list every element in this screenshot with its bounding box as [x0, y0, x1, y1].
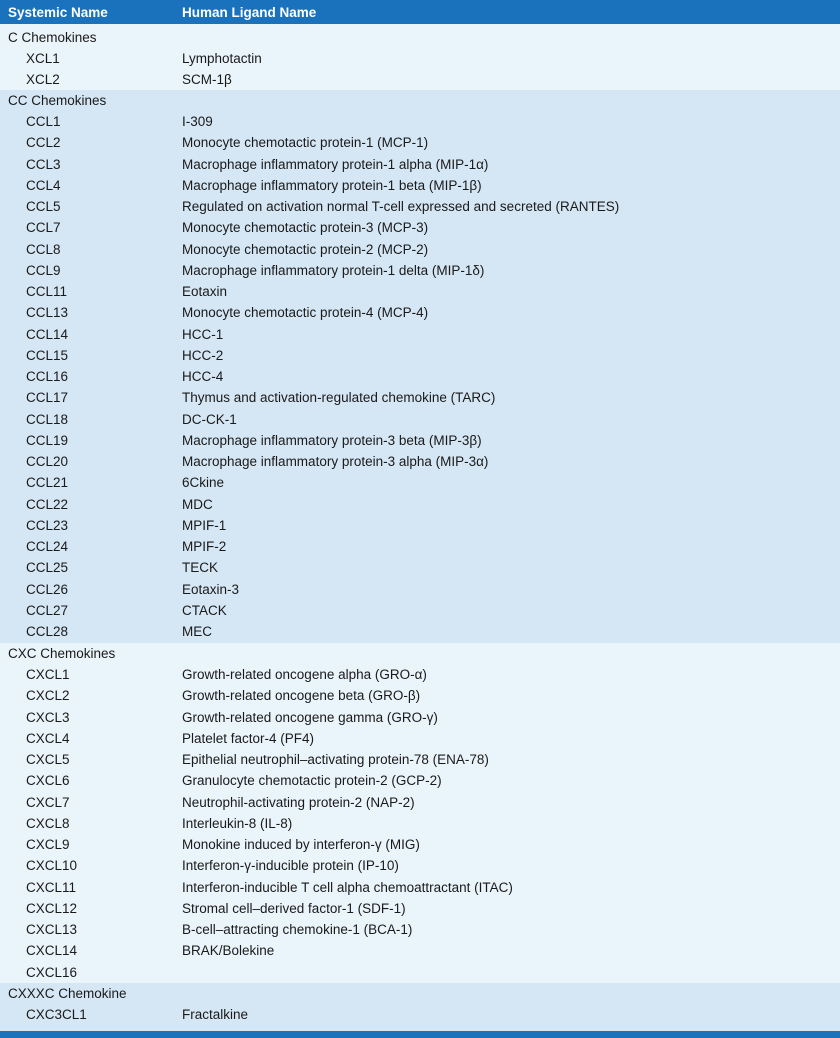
table-row [0, 919, 840, 940]
systemic-name-cell: CCL4 [26, 177, 61, 193]
ligand-name-cell: Eotaxin [182, 284, 228, 300]
ligand-name-cell: Monocyte chemotactic protein-2 (MCP-2) [182, 241, 429, 257]
group-section [0, 24, 840, 90]
table-row [0, 345, 840, 366]
table-row [0, 217, 840, 238]
table-row [0, 770, 840, 791]
ligand-name-cell: I-309 [182, 114, 213, 130]
table-row [0, 366, 840, 387]
table-row [0, 707, 840, 728]
ligand-name-cell: Fractalkine [182, 1007, 249, 1023]
group-title: CC Chemokines [8, 93, 107, 108]
ligand-name-cell: Eotaxin-3 [182, 581, 240, 597]
table-row [0, 69, 840, 90]
ligand-name-cell: 6Ckine [182, 475, 225, 491]
systemic-name-cell: CCL3 [26, 156, 61, 172]
table-row [0, 621, 840, 642]
table-header [0, 0, 840, 24]
ligand-name-cell: HCC-1 [182, 326, 224, 342]
ligand-name-cell: Macrophage inflammatory protein-1 beta (MIP-1β) [182, 177, 482, 193]
systemic-name-cell: CCL7 [26, 220, 61, 236]
table-row [0, 239, 840, 260]
systemic-name-cell: CCL8 [26, 241, 61, 257]
ligand-name-cell: Thymus and activation-regulated chemokine (TARC) [182, 390, 496, 406]
ligand-name-cell: MEC [182, 624, 212, 640]
group-title: C Chemokines [8, 30, 97, 45]
ligand-name-cell: BRAK/Bolekine [182, 943, 275, 959]
systemic-name-cell: CCL14 [26, 326, 69, 342]
ligand-name-cell: DC-CK-1 [182, 411, 237, 427]
systemic-name-cell: CXCL14 [26, 943, 78, 959]
table-row [0, 154, 840, 175]
table-row [0, 302, 840, 323]
systemic-name-cell: CXCL7 [26, 794, 70, 810]
table-row [0, 855, 840, 876]
header-human-ligand-name: Human Ligand Name [182, 4, 317, 20]
systemic-name-cell: CXCL10 [26, 858, 78, 874]
table-row [0, 685, 840, 706]
systemic-name-cell: XCL1 [26, 51, 60, 67]
ligand-name-cell: Macrophage inflammatory protein-3 beta (MIP-3β) [182, 432, 482, 448]
group-title: CXXXC Chemokine [8, 986, 127, 1001]
table-row [0, 962, 840, 983]
systemic-name-cell: CCL19 [26, 432, 69, 448]
systemic-name-cell: CCL1 [26, 114, 61, 130]
systemic-name-cell: CXCL9 [26, 837, 70, 853]
ligand-name-cell: Neutrophil-activating protein-2 (NAP-2) [182, 794, 415, 810]
group-section [0, 643, 840, 983]
ligand-name-cell: HCC-2 [182, 347, 224, 363]
group-section [0, 983, 840, 1031]
table-row [0, 451, 840, 472]
systemic-name-cell: CCL21 [26, 475, 69, 491]
systemic-name-cell: CCL13 [26, 305, 69, 321]
ligand-name-cell: Monokine induced by interferon-γ (MIG) [182, 837, 420, 853]
table-row [0, 175, 840, 196]
table-row [0, 557, 840, 578]
table-row [0, 792, 840, 813]
table-row [0, 1004, 840, 1025]
table-row [0, 430, 840, 451]
ligand-name-cell: Lymphotactin [182, 51, 262, 67]
systemic-name-cell: CCL16 [26, 369, 69, 385]
systemic-name-cell: CCL20 [26, 454, 69, 470]
table-row [0, 749, 840, 770]
systemic-name-cell: CXC3CL1 [26, 1007, 87, 1023]
ligand-name-cell: Macrophage inflammatory protein-1 alpha (MIP-1α) [182, 156, 489, 172]
systemic-name-cell: CXCL8 [26, 815, 70, 831]
systemic-name-cell: CCL11 [26, 284, 68, 300]
ligand-name-cell: TECK [182, 560, 219, 576]
table-row [0, 260, 840, 281]
ligand-name-cell: Regulated on activation normal T-cell expressed and secreted (RANTES) [182, 199, 620, 215]
table-row [0, 877, 840, 898]
table-row [0, 664, 840, 685]
table-row [0, 579, 840, 600]
systemic-name-cell: CCL26 [26, 581, 69, 597]
table-row [0, 494, 840, 515]
systemic-name-cell: CXCL1 [26, 667, 70, 683]
table-row [0, 387, 840, 408]
ligand-name-cell: Growth-related oncogene gamma (GRO-γ) [182, 709, 438, 725]
table-row [0, 111, 840, 132]
header-systemic-name: Systemic Name [8, 4, 108, 20]
systemic-name-cell: CCL5 [26, 199, 61, 215]
systemic-name-cell: CCL15 [26, 347, 69, 363]
table-row [0, 132, 840, 153]
ligand-name-cell: Stromal cell–derived factor-1 (SDF-1) [182, 900, 406, 916]
ligand-name-cell: CTACK [182, 602, 227, 618]
ligand-name-cell: Growth-related oncogene beta (GRO-β) [182, 688, 421, 704]
ligand-name-cell: Granulocyte chemotactic protein-2 (GCP-2) [182, 773, 442, 789]
ligand-name-cell: Macrophage inflammatory protein-3 alpha (MIP-3α) [182, 454, 489, 470]
table-row [0, 196, 840, 217]
systemic-name-cell: CXCL11 [26, 879, 77, 895]
systemic-name-cell: CXCL5 [26, 752, 70, 768]
systemic-name-cell: CCL2 [26, 135, 61, 151]
table-row [0, 515, 840, 536]
table-row [0, 834, 840, 855]
group-title: CXC Chemokines [8, 646, 116, 661]
systemic-name-cell: CCL17 [26, 390, 69, 406]
systemic-name-cell: XCL2 [26, 72, 60, 88]
systemic-name-cell: CCL28 [26, 624, 69, 640]
table-row [0, 324, 840, 345]
table-row [0, 472, 840, 493]
systemic-name-cell: CXCL3 [26, 709, 70, 725]
table-row [0, 940, 840, 961]
systemic-name-cell: CCL25 [26, 560, 69, 576]
systemic-name-cell: CCL9 [26, 262, 61, 278]
ligand-name-cell: Epithelial neutrophil–activating protein-78 (ENA-78) [182, 752, 489, 768]
systemic-name-cell: CXCL12 [26, 900, 78, 916]
ligand-name-cell: Platelet factor-4 (PF4) [182, 730, 315, 746]
ligand-name-cell: Interferon-inducible T cell alpha chemoattractant (ITAC) [182, 879, 513, 895]
systemic-name-cell: CCL23 [26, 517, 69, 533]
table-row [0, 600, 840, 621]
ligand-name-cell: Interleukin-8 (IL-8) [182, 815, 293, 831]
systemic-name-cell: CCL18 [26, 411, 69, 427]
ligand-name-cell: Monocyte chemotactic protein-1 (MCP-1) [182, 135, 429, 151]
bottom-rule [0, 1031, 840, 1038]
systemic-name-cell: CXCL4 [26, 730, 70, 746]
ligand-name-cell: MPIF-1 [182, 517, 227, 533]
ligand-name-cell: Monocyte chemotactic protein-4 (MCP-4) [182, 305, 429, 321]
group-section [0, 90, 840, 643]
ligand-name-cell: SCM-1β [182, 72, 232, 88]
ligand-name-cell: Interferon-γ-inducible protein (IP-10) [182, 858, 399, 874]
ligand-name-cell: Monocyte chemotactic protein-3 (MCP-3) [182, 220, 429, 236]
ligand-name-cell: B-cell–attracting chemokine-1 (BCA-1) [182, 922, 413, 938]
table-row [0, 281, 840, 302]
ligand-name-cell: HCC-4 [182, 369, 224, 385]
ligand-name-cell: Macrophage inflammatory protein-1 delta (MIP-1δ) [182, 262, 485, 278]
ligand-name-cell: MPIF-2 [182, 539, 227, 555]
table-row [0, 813, 840, 834]
table-row [0, 48, 840, 69]
ligand-name-cell: Growth-related oncogene alpha (GRO-α) [182, 667, 427, 683]
systemic-name-cell: CCL24 [26, 539, 69, 555]
table-row [0, 409, 840, 430]
systemic-name-cell: CXCL2 [26, 688, 70, 704]
ligand-name-cell: MDC [182, 496, 213, 512]
systemic-name-cell: CXCL16 [26, 964, 78, 980]
systemic-name-cell: CXCL6 [26, 773, 70, 789]
systemic-name-cell: CXCL13 [26, 922, 78, 938]
table-row [0, 898, 840, 919]
systemic-name-cell: CCL27 [26, 602, 69, 618]
systemic-name-cell: CCL22 [26, 496, 69, 512]
table-body [0, 24, 840, 1031]
table-row [0, 728, 840, 749]
table-row [0, 536, 840, 557]
